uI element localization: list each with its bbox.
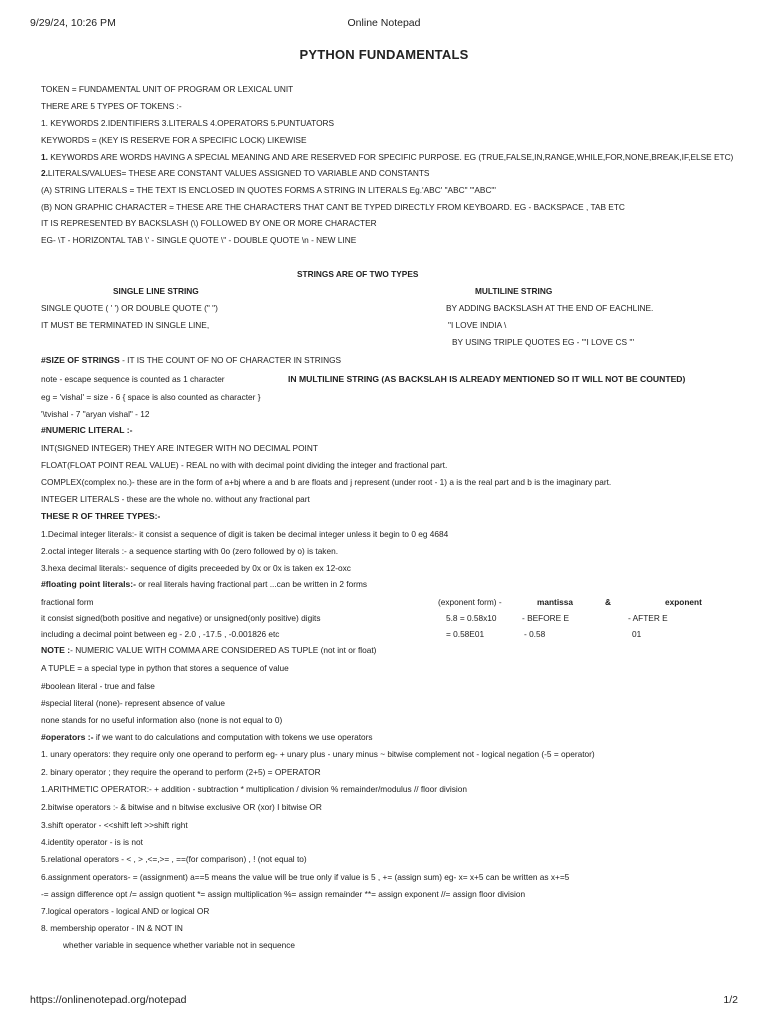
line-membership-desc: whether variable in sequence whether variable not in sequence bbox=[63, 940, 296, 950]
line-none: none stands for no useful information also (none is not equal to 0) bbox=[41, 715, 283, 725]
line-special-literal: #special literal (none)- represent absence of value bbox=[41, 698, 226, 708]
line-identity: 4.identity operator - is is not bbox=[41, 837, 143, 847]
line-octal: 2.octal integer literals :- a sequence starting with 0o (zero followed by o) is taken. bbox=[41, 546, 338, 556]
line-literals bbox=[41, 168, 429, 179]
line-complex: COMPLEX(complex no.)- these are in the form of a+bj where a and b are floats and j represent (under root - 1) a is the real part and b is the imaginary part. bbox=[41, 477, 612, 487]
note-escape-sequence: note - escape sequence is counted as 1 character bbox=[41, 374, 225, 384]
multiline-heading: MULTILINE STRING bbox=[475, 286, 553, 296]
single-line-heading: SINGLE LINE STRING bbox=[113, 286, 199, 296]
size-of-strings bbox=[41, 355, 341, 366]
single-line-terminated: IT MUST BE TERMINATED IN SINGLE LINE, bbox=[41, 320, 210, 330]
line-keywords-detail bbox=[41, 152, 733, 163]
line-membership: 8. membership operator - IN & NOT IN bbox=[41, 923, 183, 933]
line-binary: 2. binary operator ; they require the operand to perform (2+5) = OPERATOR bbox=[41, 767, 321, 777]
line-logical: 7.logical operators - logical AND or logical OR bbox=[41, 906, 210, 916]
line-boolean: #boolean literal - true and false bbox=[41, 681, 155, 691]
line-arithmetic: 1.ARITHMETIC OPERATOR:- + addition - subtraction * multiplication / division % remainder/modulus // floor division bbox=[41, 784, 467, 794]
after-e: - AFTER E bbox=[628, 613, 668, 623]
line-escape-examples: EG- \T - HORIZONTAL TAB \' - SINGLE QUOTE \" - DOUBLE QUOTE \n - NEW LINE bbox=[41, 235, 357, 245]
line-non-graphic: (B) NON GRAPHIC CHARACTER = THESE ARE THE CHARACTERS THAT CANT BE TYPED DIRECTLY FROM KEYBOARD. EG - BACKSPACE , TAB ETC bbox=[41, 202, 625, 212]
ampersand: & bbox=[605, 597, 611, 607]
eg-size-2: '\tvishal - 7 "aryan vishal" - 12 bbox=[41, 409, 150, 419]
line-integer-literals: INTEGER LITERALS - these are the whole no. without any fractional part bbox=[41, 494, 310, 504]
print-page-title: Online Notepad bbox=[347, 17, 421, 29]
three-types-heading: THESE R OF THREE TYPES:- bbox=[41, 511, 161, 521]
line-keywords-definition: KEYWORDS = (KEY IS RESERVE FOR A SPECIFIC LOCK) LIKEWISE bbox=[41, 135, 307, 145]
multiline-triple-quotes: BY USING TRIPLE QUOTES EG - '''I LOVE CS ''' bbox=[452, 337, 635, 347]
multiline-example: "I LOVE INDIA \ bbox=[448, 320, 507, 330]
note-text: - NUMERIC VALUE WITH COMMA ARE CONSIDERED AS TUPLE (not int or float) bbox=[70, 645, 377, 655]
floating-text: or real literals having fractional part ...can be written in 2 forms bbox=[136, 579, 368, 589]
line-tuple: A TUPLE = a special type in python that stores a sequence of value bbox=[41, 663, 289, 673]
line-float: FLOAT(FLOAT POINT REAL VALUE) - REAL no with with decimal point dividing the integer and fractional part. bbox=[41, 460, 448, 470]
multiline-backslash: BY ADDING BACKSLASH AT THE END OF EACHLINE. bbox=[446, 303, 654, 313]
line-assignment: 6.assignment operators- = (assignment) a==5 means the value will be true only if value is 5 , += (assign sum) eg- x= x+5 can be written as x+=5 bbox=[41, 872, 570, 882]
single-line-quotes: SINGLE QUOTE ( ' ') OR DOUBLE QUOTE (" ") bbox=[41, 303, 218, 313]
line-token-list: 1. KEYWORDS 2.IDENTIFIERS 3.LITERALS 4.OPERATORS 5.PUNTUATORS bbox=[41, 118, 335, 128]
exponent-heading: exponent bbox=[665, 597, 702, 607]
eg-size: eg = 'vishal' = size - 6 { space is also counted as character } bbox=[41, 392, 261, 402]
document-title: PYTHON FUNDAMENTALS bbox=[299, 47, 469, 62]
strings-heading: STRINGS ARE OF TWO TYPES bbox=[297, 269, 419, 279]
numeric-literal-heading: #NUMERIC LITERAL :- bbox=[41, 425, 133, 435]
line-unary: 1. unary operators: they require only one operand to perform eg- + unary plus - unary minus ~ bitwise complement not - logical negation (-5 = operator) bbox=[41, 749, 595, 759]
print-datetime: 9/29/24, 10:26 PM bbox=[30, 17, 116, 29]
exponent-example: 5.8 = 0.58x10 bbox=[446, 613, 497, 623]
before-e: - BEFORE E bbox=[522, 613, 570, 623]
note-tuple bbox=[41, 645, 376, 656]
exponent-form: (exponent form) - bbox=[438, 597, 502, 607]
line-bitwise: 2.bitwise operators :- & bitwise and n bitwise exclusive OR (xor) I bitwise OR bbox=[41, 802, 322, 812]
line-floating-point bbox=[41, 579, 367, 590]
line-assignment-2: -= assign difference opt /= assign quotient *= assign multiplication %= assign remainder **= assign exponent //= assign floor division bbox=[41, 889, 526, 899]
line-text: LITERALS/VALUES= THESE ARE CONSTANT VALUES ASSIGNED TO VARIABLE AND CONSTANTS bbox=[47, 168, 430, 178]
line-number: 1. bbox=[41, 152, 48, 162]
line-string-literals: (A) STRING LITERALS = THE TEXT IS ENCLOSED IN QUOTES FORMS A STRING IN LITERALS Eg.'ABC' "ABC" '"ABC"' bbox=[41, 185, 496, 195]
fractional-example: including a decimal point between eg - 2.0 , -17.5 , -0.001826 etc bbox=[41, 629, 280, 639]
operators-text: if we want to do calculations and computation with tokens we use operators bbox=[93, 732, 373, 742]
footer-page-number: 1/2 bbox=[723, 994, 738, 1006]
line-decimal: 1.Decimal integer literals:- it consist a sequence of digit is taken be decimal integer unless it begin to 0 eg 4684 bbox=[41, 529, 449, 539]
line-shift: 3.shift operator - <<shift left >>shift right bbox=[41, 820, 188, 830]
line-text: KEYWORDS ARE WORDS HAVING A SPECIAL MEANING AND ARE RESERVED FOR SPECIFIC PURPOSE. EG (TRUE,FALSE,IN,RANGE,WHILE,FOR,NONE,BREAK,IF,ELSE ETC) bbox=[47, 152, 734, 162]
line-relational: 5.relational operators - < , > ,<=,>= , ==(for comparison) , ! (not equal to) bbox=[41, 854, 307, 864]
line-number: 2. bbox=[41, 168, 48, 178]
note-multiline: IN MULTILINE STRING (AS BACKSLAH IS ALREADY MENTIONED SO IT WILL NOT BE COUNTED) bbox=[288, 374, 686, 384]
line-backslash: IT IS REPRESENTED BY BACKSLASH (\) FOLLOWED BY ONE OR MORE CHARACTER bbox=[41, 218, 377, 228]
note-label: NOTE : bbox=[41, 645, 71, 655]
exponent-value: 01 bbox=[632, 629, 642, 639]
floating-heading: #floating point literals:- bbox=[41, 579, 137, 589]
mantissa-value: - 0.58 bbox=[524, 629, 546, 639]
fractional-desc: it consist signed(both positive and negative) or unsigned(only positive) digits bbox=[41, 613, 321, 623]
line-int: INT(SIGNED INTEGER) THEY ARE INTEGER WITH NO DECIMAL POINT bbox=[41, 443, 318, 453]
footer-url: https://onlinenotepad.org/notepad bbox=[30, 994, 187, 1006]
line-token-types: THERE ARE 5 TYPES OF TOKENS :- bbox=[41, 101, 182, 111]
exponent-example-2: = 0.58E01 bbox=[446, 629, 485, 639]
size-text: - IT IS THE COUNT OF NO OF CHARACTER IN STRINGS bbox=[119, 355, 342, 365]
mantissa-heading: mantissa bbox=[537, 597, 573, 607]
size-heading: #SIZE OF STRINGS bbox=[41, 355, 120, 365]
operators-line bbox=[41, 732, 373, 743]
line-hexa: 3.hexa decimal literals:- sequence of digits preceeded by 0x or 0x is taken ex 12-oxc bbox=[41, 563, 351, 573]
fractional-form: fractional form bbox=[41, 597, 94, 607]
line-token-definition: TOKEN = FUNDAMENTAL UNIT OF PROGRAM OR LEXICAL UNIT bbox=[41, 84, 294, 94]
operators-heading: #operators :- bbox=[41, 732, 94, 742]
